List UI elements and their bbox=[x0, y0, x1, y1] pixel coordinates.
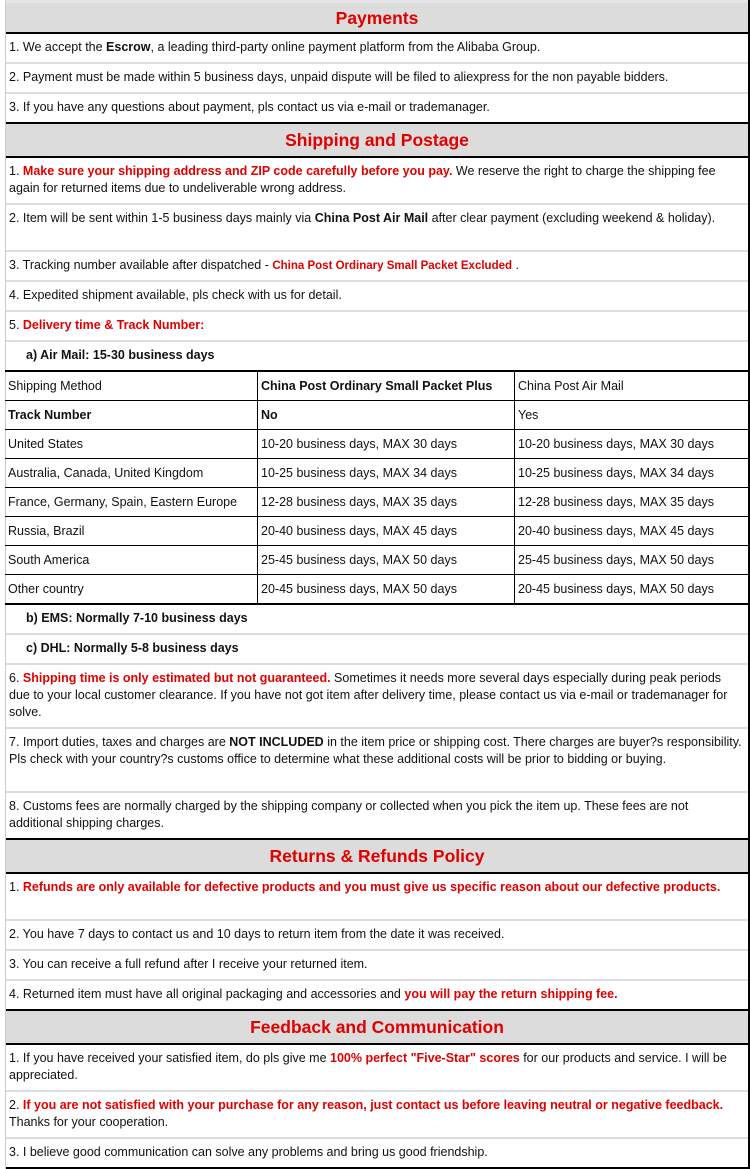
table-cell: 20-45 business days, MAX 50 days bbox=[258, 575, 515, 605]
table-row bbox=[5, 430, 749, 459]
payments-item-3: 3. If you have any questions about payment, pls contact us via e-mail or trademanager. bbox=[9, 100, 490, 114]
shipping-item-4: 4. Expedited shipment available, pls check with us for detail. bbox=[6, 282, 748, 312]
feedback-heading: Feedback and Communication bbox=[6, 1009, 748, 1045]
escrow-text: Escrow bbox=[106, 40, 151, 54]
table-cell: 10-25 business days, MAX 34 days bbox=[515, 459, 750, 488]
table-header-cell: Shipping Method bbox=[5, 371, 258, 401]
payments-heading: Payments bbox=[6, 0, 748, 34]
table-row bbox=[5, 517, 749, 546]
table-cell: United States bbox=[5, 430, 258, 459]
feedback-item-1: 1. If you have received your satisfied item, do pls give me 100% perfect "Five-Star" scores for our products and service. I will be appreciated. bbox=[6, 1045, 748, 1092]
table-header-cell: China Post Air Mail bbox=[515, 371, 750, 401]
table-cell: 25-45 business days, MAX 50 days bbox=[258, 546, 515, 575]
table-cell: Yes bbox=[515, 401, 750, 430]
feedback-item-3: 3. I believe good communication can solve any problems and bring us good friendship. bbox=[6, 1139, 748, 1169]
table-cell: Australia, Canada, United Kingdom bbox=[5, 459, 258, 488]
table-cell: 10-25 business days, MAX 34 days bbox=[258, 459, 515, 488]
table-row bbox=[5, 488, 749, 517]
table-row bbox=[5, 546, 749, 575]
returns-item-4: 4. Returned item must have all original packaging and accessories and you will pay the return shipping fee. bbox=[9, 987, 618, 1001]
table-cell: 20-40 business days, MAX 45 days bbox=[515, 517, 750, 546]
table-row bbox=[5, 459, 749, 488]
table-cell: Russia, Brazil bbox=[5, 517, 258, 546]
table-cell: Other country bbox=[5, 575, 258, 605]
table-cell: 12-28 business days, MAX 35 days bbox=[258, 488, 515, 517]
returns-item-3: 3. You can receive a full refund after I receive your returned item. bbox=[6, 951, 748, 981]
delivery-time-table bbox=[5, 370, 749, 605]
ems-label: b) EMS: Normally 7-10 business days bbox=[6, 605, 748, 635]
table-cell: France, Germany, Spain, Eastern Europe bbox=[5, 488, 258, 517]
payments-item-1: 1. We accept the Escrow, a leading third-party online payment platform from the Alibaba Group. bbox=[6, 34, 748, 64]
table-cell: 10-20 business days, MAX 30 days bbox=[515, 430, 750, 459]
table-row-track-number bbox=[5, 401, 749, 430]
payments-item-2: 2. Payment must be made within 5 business days, unpaid dispute will be filed to aliexpress for the non payable bidders. bbox=[6, 64, 748, 94]
table-cell: 25-45 business days, MAX 50 days bbox=[515, 546, 750, 575]
table-header-row bbox=[5, 371, 749, 401]
table-cell: 20-40 business days, MAX 45 days bbox=[258, 517, 515, 546]
shipping-item-7: 7. Import duties, taxes and charges are NOT INCLUDED in the item price or shipping cost. There charges are buyer?s responsibility. Pls check with your country?s customs office to determine what these additional costs will be prior to bidding or buying. bbox=[6, 729, 748, 793]
store-policy-page bbox=[5, 0, 750, 1169]
table-cell: 20-45 business days, MAX 50 days bbox=[515, 575, 750, 605]
returns-item-1: 1. Refunds are only available for defective products and you must give us specific reason about our defective products. bbox=[6, 874, 748, 921]
dhl-label: c) DHL: Normally 5-8 business days bbox=[6, 635, 748, 665]
feedback-item-2: 2. If you are not satisfied with your purchase for any reason, just contact us before leaving neutral or negative feedback. Thanks for your cooperation. bbox=[6, 1092, 748, 1139]
air-mail-label: a) Air Mail: 15-30 business days bbox=[26, 348, 215, 362]
shipping-item-5: 5. Delivery time & Track Number: bbox=[6, 312, 748, 342]
shipping-item-6: 6. Shipping time is only estimated but not guaranteed. Sometimes it needs more several days especially during peak periods due to your local customer clearance. If you have not got item after delivery time, please contact us via e-mail or trademanager for solve. bbox=[6, 665, 748, 729]
shipping-warning: Make sure your shipping address and ZIP code carefully before you pay. bbox=[22, 164, 453, 178]
returns-item-2: 2. You have 7 days to contact us and 10 days to return item from the date it was received. bbox=[6, 921, 748, 951]
shipping-item-8: 8. Customs fees are normally charged by the shipping company or collected when you pick the item up. These fees are not additional shipping charges. bbox=[9, 799, 689, 830]
returns-heading: Returns & Refunds Policy bbox=[6, 838, 748, 874]
table-cell: Track Number bbox=[5, 401, 258, 430]
shipping-heading: Shipping and Postage bbox=[6, 122, 748, 158]
table-cell: No bbox=[258, 401, 515, 430]
table-header-cell: China Post Ordinary Small Packet Plus bbox=[258, 371, 515, 401]
table-row bbox=[5, 575, 749, 605]
table-cell: 10-20 business days, MAX 30 days bbox=[258, 430, 515, 459]
shipping-item-2: 2. Item will be sent within 1-5 business days mainly via China Post Air Mail after clear payment (excluding weekend & holiday). bbox=[6, 205, 748, 252]
shipping-item-1: 1. Make sure your shipping address and ZIP code carefully before you pay. We reserve the right to charge the shipping fee again for returned items due to undeliverable wrong address. bbox=[6, 158, 748, 205]
shipping-item-3: 3. Tracking number available after dispatched - China Post Ordinary Small Packet Excluded . bbox=[6, 252, 748, 282]
table-cell: South America bbox=[5, 546, 258, 575]
table-cell: 12-28 business days, MAX 35 days bbox=[515, 488, 750, 517]
